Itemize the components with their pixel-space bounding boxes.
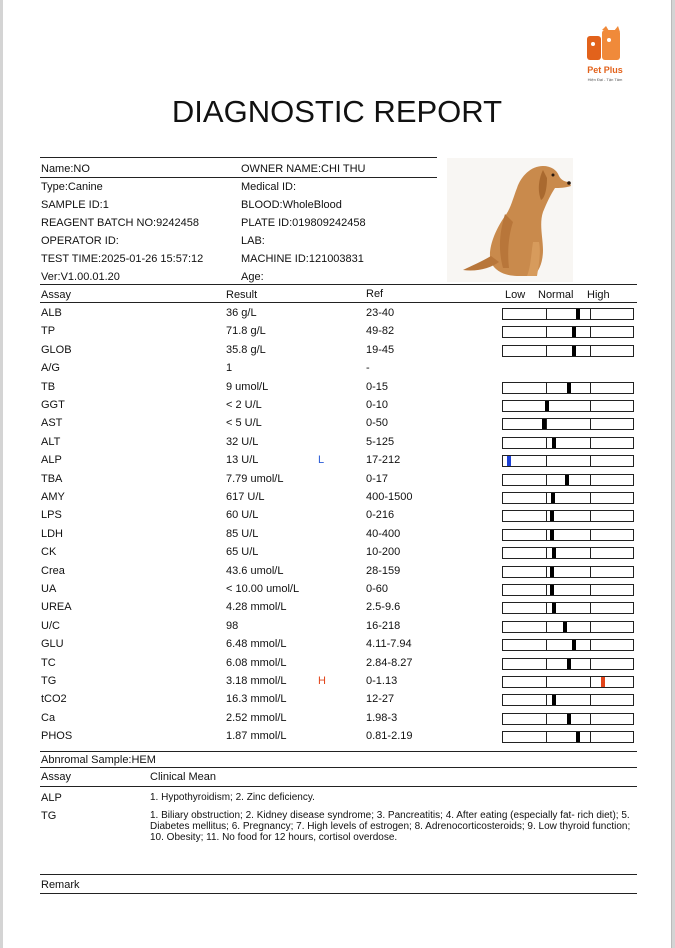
col-high: High [587,289,610,301]
reference-range: 0-50 [366,417,389,429]
info-name-rule [40,177,437,178]
result-value: 35.8 g/L [226,344,266,356]
range-bar [502,492,634,504]
range-divider [546,493,547,503]
result-value: 617 U/L [226,491,265,503]
range-divider [590,419,591,429]
range-marker [550,585,554,595]
result-value: 85 U/L [226,528,259,540]
lab: LAB: [241,235,265,247]
range-divider [590,640,591,650]
col-ref: Ref [366,288,384,300]
dog-photo [447,158,573,282]
assay-name: ALB [41,307,62,319]
range-marker [550,530,554,540]
range-bar [502,694,634,706]
col-assay: Assay [41,289,71,301]
range-divider [590,327,591,337]
range-divider [546,438,547,448]
range-divider [590,456,591,466]
range-bar [502,455,634,467]
owner-name: OWNER NAME:CHI THU [241,163,366,175]
range-divider [546,640,547,650]
range-bar [502,713,634,725]
reference-range: 23-40 [366,307,395,319]
assay-name: TG [41,675,57,687]
clinical-col-mean: Clinical Mean [150,771,217,783]
result-value: 71.8 g/L [226,325,266,337]
reference-range: 0-1.13 [366,675,398,687]
assay-name: LPS [41,509,62,521]
range-marker [572,346,576,356]
result-value: 3.18 mmol/L [226,675,287,687]
reference-range: 10-200 [366,546,401,558]
medical-id: Medical ID: [241,181,297,193]
range-marker [552,695,556,705]
range-divider [546,530,547,540]
range-marker [550,567,554,577]
range-divider [546,327,547,337]
result-value: 65 U/L [226,546,259,558]
range-divider [590,475,591,485]
range-bar [502,382,634,394]
assay-name: Crea [41,565,65,577]
info-top-rule [40,157,437,158]
range-marker [576,732,580,742]
assay-name: GLU [41,638,64,650]
reference-range: 4.11-7.94 [366,638,412,650]
assay-name: TC [41,657,56,669]
range-divider [590,548,591,558]
range-divider [590,567,591,577]
result-value: 32 U/L [226,436,259,448]
reference-range: 0-216 [366,509,395,521]
range-bar [502,547,634,559]
reference-range: - [366,362,370,374]
remark-bottom-rule [40,893,637,894]
range-bar [502,566,634,578]
range-marker [572,327,576,337]
result-value: 6.08 mmol/L [226,657,287,669]
range-divider [546,475,547,485]
reference-range: 0-15 [366,381,389,393]
reference-range: 16-218 [366,620,401,632]
results-top-rule [40,284,637,285]
range-divider [590,695,591,705]
range-divider [546,419,547,429]
assay-name: TBA [41,473,63,485]
range-divider [590,383,591,393]
reference-range: 12-27 [366,693,395,705]
range-divider [546,456,547,466]
assay-name: tCO2 [41,693,67,705]
range-divider [546,567,547,577]
age: Age: [241,271,264,283]
result-value: 7.79 umol/L [226,473,284,485]
range-bar [502,621,634,633]
abnormal-sample: Abnromal Sample:HEM [41,754,156,766]
clinical-mean: 1. Biliary obstruction; 2. Kidney disease syndrome; 3. Pancreatitis; 4. After eating (especially fat- rich diet); 5. Diabetes mellitus; 6. Pregnancy; 7. High levels of estrogen; 8. Adrenocorticosteroids; 9. Low thyroid function; 10. Obesity; 11. No food for 12 hours, cortisol overdose. [150,810,631,843]
range-bar [502,345,634,357]
range-bar [502,602,634,614]
range-divider [546,383,547,393]
range-marker [601,677,605,687]
range-marker [552,548,556,558]
range-divider [590,309,591,319]
range-bar [502,308,634,320]
assay-name: UREA [41,601,72,613]
reference-range: 0.81-2.19 [366,730,413,742]
results-bottom-rule [40,751,637,752]
reference-range: 17-212 [366,454,401,466]
assay-name: CK [41,546,57,558]
assay-name: TB [41,381,56,393]
range-divider [546,677,547,687]
reference-range: 400-1500 [366,491,413,503]
range-divider [590,438,591,448]
reagent-batch: REAGENT BATCH NO:9242458 [41,217,199,229]
logo-brand: Pet Plus [587,65,623,75]
plate-id: PLATE ID:019809242458 [241,217,366,229]
range-bar [502,510,634,522]
blood-type: BLOOD:WholeBlood [241,199,342,211]
result-value: 98 [226,620,239,632]
result-value: 13 U/L [226,454,259,466]
range-divider [590,346,591,356]
range-bar [502,418,634,430]
range-divider [590,659,591,669]
range-divider [590,401,591,411]
range-bar [502,326,634,338]
range-divider [546,511,547,521]
range-marker [576,309,580,319]
assay-name: A/G [41,362,60,374]
result-flag: L [318,454,325,466]
range-marker [572,640,576,650]
range-divider [590,732,591,742]
reference-range: 2.84-8.27 [366,657,413,669]
reference-range: 5-125 [366,436,395,448]
range-divider [546,622,547,632]
pet-logo-icon [583,26,627,62]
range-divider [590,511,591,521]
range-bar [502,731,634,743]
assay-name: UA [41,583,57,595]
range-divider [546,659,547,669]
range-marker [565,475,569,485]
range-bar [502,529,634,541]
range-bar [502,639,634,651]
assay-name: GLOB [41,344,72,356]
assay-name: ALP [41,454,62,466]
col-result: Result [226,289,258,301]
range-bar [502,400,634,412]
clinical-top-rule [40,767,637,768]
assay-name: GGT [41,399,65,411]
range-bar [502,658,634,670]
assay-name: U/C [41,620,60,632]
result-value: 6.48 mmol/L [226,638,287,650]
result-value: < 5 U/L [226,417,262,429]
range-divider [546,585,547,595]
reference-range: 19-45 [366,344,395,356]
range-divider [546,714,547,724]
range-divider [546,309,547,319]
range-divider [590,493,591,503]
clinical-header-rule [40,786,637,787]
range-divider [590,603,591,613]
reference-range: 0-17 [366,473,389,485]
reference-range: 0-60 [366,583,389,595]
assay-name: AST [41,417,63,429]
range-bar [502,474,634,486]
range-marker [552,603,556,613]
result-value: 1.87 mmol/L [226,730,287,742]
report-page [3,0,672,948]
animal-type: Type:Canine [41,181,103,193]
clinical-mean: 1. Hypothyroidism; 2. Zinc deficiency. [150,792,315,803]
result-value: 9 umol/L [226,381,269,393]
range-divider [546,603,547,613]
result-value: 60 U/L [226,509,259,521]
assay-name: PHOS [41,730,73,742]
range-divider [590,677,591,687]
range-bar [502,584,634,596]
range-divider [590,714,591,724]
machine-id: MACHINE ID:121003831 [241,253,364,265]
assay-name: AMY [41,491,65,503]
assay-name: ALT [41,436,61,448]
range-divider [546,548,547,558]
version: Ver:V1.00.01.20 [41,271,120,283]
range-marker [550,511,554,521]
result-value: 43.6 umol/L [226,565,284,577]
range-divider [546,695,547,705]
assay-name: LDH [41,528,64,540]
reference-range: 28-159 [366,565,401,577]
logo-tagline: Hiện Đại - Tận Tâm [587,77,623,82]
assay-name: TP [41,325,56,337]
range-marker [567,659,571,669]
range-bar [502,676,634,688]
range-marker [551,493,555,503]
range-divider [546,732,547,742]
operator-id: OPERATOR ID: [41,235,119,247]
range-divider [590,622,591,632]
results-header-rule [40,302,637,303]
range-marker [542,419,546,429]
remark-top-rule [40,874,637,875]
range-divider [590,530,591,540]
result-value: 1 [226,362,233,374]
patient-name: Name:NO [41,163,90,175]
result-value: 4.28 mmol/L [226,601,287,613]
reference-range: 49-82 [366,325,395,337]
result-flag: H [318,675,326,687]
col-low: Low [505,289,526,301]
range-divider [590,585,591,595]
reference-range: 1.98-3 [366,712,398,724]
range-marker [567,383,571,393]
reference-range: 2.5-9.6 [366,601,401,613]
result-value: 36 g/L [226,307,257,319]
range-marker [507,456,511,466]
clinical-assay: TG [41,810,57,822]
range-marker [563,622,567,632]
result-value: 2.52 mmol/L [226,712,287,724]
result-value: < 2 U/L [226,399,262,411]
sample-id: SAMPLE ID:1 [41,199,109,211]
clinical-col-assay: Assay [41,771,71,783]
result-value: < 10.00 umol/L [226,583,300,595]
range-bar [502,437,634,449]
pet-plus-logo [580,26,630,88]
assay-name: Ca [41,712,56,724]
range-marker [545,401,549,411]
range-divider [546,346,547,356]
reference-range: 0-10 [366,399,389,411]
reference-range: 40-400 [366,528,401,540]
col-normal: Normal [538,289,574,301]
report-title: DIAGNOSTIC REPORT [171,94,503,129]
range-marker [552,438,556,448]
result-value: 16.3 mmol/L [226,693,287,705]
remark-label: Remark [41,879,80,891]
range-marker [567,714,571,724]
clinical-assay: ALP [41,792,62,804]
test-time: TEST TIME:2025-01-26 15:57:12 [41,253,204,265]
